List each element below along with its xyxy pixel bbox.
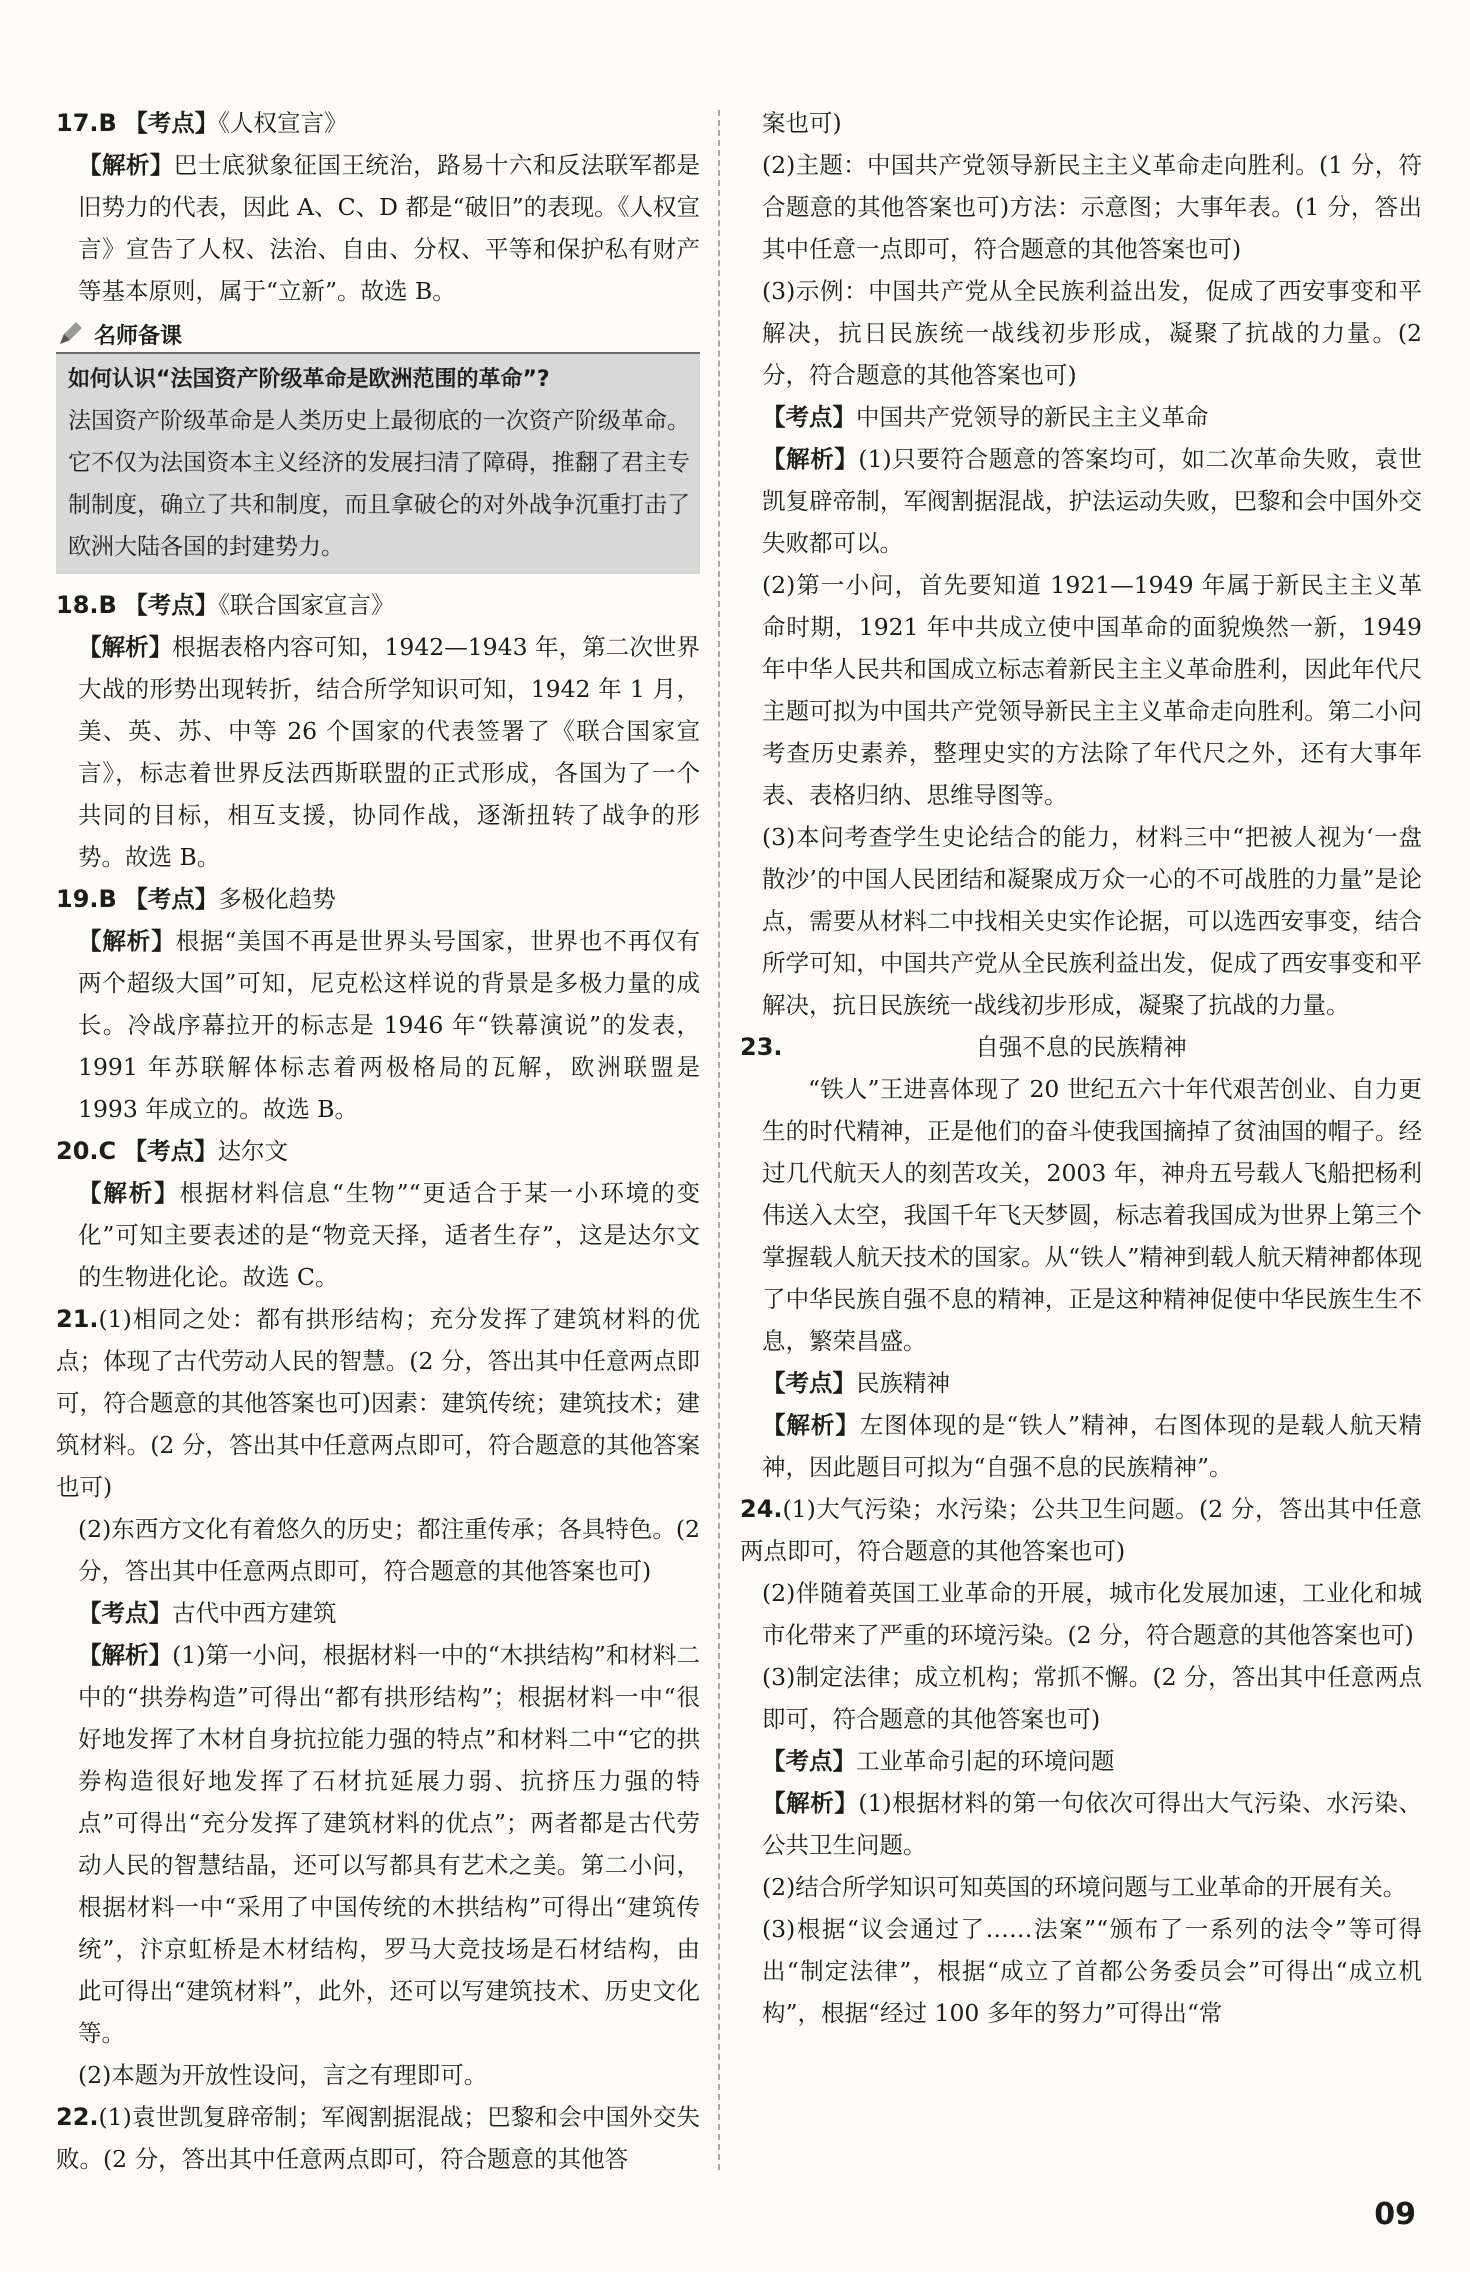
q21-number: 21.: [56, 1305, 99, 1333]
right-column: [740, 102, 1422, 2034]
teacher-note-title: 名师备课: [94, 323, 183, 349]
q23-jx-label: 【解析】: [762, 1411, 860, 1439]
q21-kd-text: 古代中西方建筑: [172, 1599, 337, 1627]
q22-jx-label: 【解析】: [762, 445, 859, 473]
q19-analysis: [56, 920, 700, 1130]
q18-kd-label: 【考点】: [124, 591, 219, 619]
q22-number: 22.: [56, 2103, 99, 2131]
q22-kd: [740, 396, 1422, 438]
q21-part1: [56, 1298, 700, 1508]
q22-part2: (2)主题：中国共产党领导新民主主义革命走向胜利。(1 分，符合题意的其他答案也可)方法：示意图；大事年表。(1 分，答出其中任意一点即可，符合题意的其他答案也可): [762, 151, 1422, 263]
q21-jx-label: 【解析】: [78, 1641, 173, 1669]
pencil-icon: [56, 320, 86, 348]
q19-line: [56, 878, 700, 920]
q19-jx-label: 【解析】: [78, 927, 176, 955]
teacher-note-box: [56, 316, 700, 574]
q18-analysis: [56, 626, 700, 878]
q20-analysis: [56, 1172, 700, 1298]
q22-kd-label: 【考点】: [762, 403, 856, 431]
q17-jx-label: 【解析】: [78, 151, 174, 179]
q19-answer: B: [98, 885, 117, 913]
q24-analysis-3: (3)根据“议会通过了……法案”“颁布了一系列的法令”等可得出“制定法律”，根据“成立了首都公务委员会”可得出“成立机构”，根据“经过 100 多年的努力”可得出“常: [762, 1915, 1422, 2027]
q22-part1: [56, 2096, 700, 2180]
left-column: [56, 102, 700, 2180]
q19-kd-text: 多极化趋势: [218, 885, 336, 913]
q18-kd-text: 《联合国家宣言》: [218, 591, 395, 619]
q21-analysis: [56, 1634, 700, 2054]
q18-line: [56, 584, 700, 626]
q20-line: [56, 1130, 700, 1172]
q24-kd-label: 【考点】: [762, 1747, 856, 1775]
q22-analysis-3: (3)本问考查学生史论结合的能力，材料三中“把被人视为‘一盘散沙’的中国人民团结和凝聚成万众一心的不可战胜的力量”是论点，需要从材料二中找相关史实作论据，可以选西安事变，结合所学可知，中国共产党从全民族利益出发，促成了西安事变和平解决，抗日民族统一战线初步形成，凝聚了抗战的力量。: [762, 823, 1422, 1019]
q23-kd: [740, 1362, 1422, 1404]
q23-heading: 23. 自强不息的民族精神: [740, 1026, 1422, 1068]
column-divider: [718, 110, 720, 2170]
q22-analysis-2: (2)第一小问，首先要知道 1921—1949 年属于新民主主义革命时期，1921 年中共成立使中国革命的面貌焕然一新，1949 年中华人民共和国成立标志着新民主主义革命胜利，因此年代尺主题可拟为中国共产党领导新民主主义革命走向胜利。第二小问考查历史素养，整理史实的方法除了年代尺之外，还有大事年表、表格归纳、思维导图等。: [762, 571, 1422, 809]
q22-p1-text: (1)袁世凯复辟帝制；军阀割据混战；巴黎和会中国外交失败。(2 分，答出其中任意两点即可，符合题意的其他答: [56, 2103, 700, 2173]
q21-jx-text: (1)第一小问，根据材料一中的“木拱结构”和材料二中的“拱券构造”可得出“都有拱形结构”；根据材料一中“很好地发挥了木材自身抗拉能力强的特点”和材料二中“它的拱券构造很好地发挥了石材抗延展力弱、抗挤压力强的特点”可得出“充分发挥了建筑材料的优点”；两者都是古代劳动人民的智慧结晶，还可以写都具有艺术之美。第二小问，根据材料一中“采用了中国传统的木拱结构”可得出“建筑传统”，汴京虹桥是木材结构，罗马大竞技场是石材结构，由此可得出“建筑材料”，此外，还可以写建筑技术、历史文化等。: [78, 1641, 700, 2047]
q20-number: 20.: [56, 1137, 99, 1165]
q23-kd-label: 【考点】: [762, 1369, 856, 1397]
q24-jx-label: 【解析】: [762, 1789, 859, 1817]
q17-analysis: [56, 144, 700, 312]
q24-analysis-2: (2)结合所学知识可知英国的环境问题与工业革命的开展有关。: [762, 1873, 1407, 1901]
q23-essay: [740, 1068, 1422, 1362]
q17-jx-text: 巴士底狱象征国王统治，路易十六和反法联军都是旧势力的代表，因此 A、C、D 都是“破旧”的表现。《人权宣言》宣告了人权、法治、自由、分权、平等和保护私有财产等基本原则，属于“立新”。故选 B。: [78, 151, 701, 305]
q22-part3: (3)示例：中国共产党从全民族利益出发，促成了西安事变和平解决，抗日民族统一战线初步形成，凝聚了抗战的力量。(2 分，符合题意的其他答案也可): [762, 277, 1422, 389]
q24-p1-text: (1)大气污染；水污染；公共卫生问题。(2 分，答出其中任意两点即可，符合题意的其他答案也可): [740, 1495, 1422, 1565]
q24-kd-text: 工业革命引起的环境问题: [856, 1747, 1115, 1775]
q18-answer: B: [98, 591, 117, 619]
q20-jx-text: 根据材料信息“生物”“更适合于某一小环境的变化”可知主要表述的是“物竞天择，适者生存”，这是达尔文的生物进化论。故选 C。: [78, 1179, 700, 1291]
q20-answer: C: [98, 1137, 117, 1165]
q22-jx-text: (1)只要符合题意的答案均可，如二次革命失败，袁世凯复辟帝制，军阀割据混战，护法运动失败，巴黎和会中国外交失败都可以。: [762, 445, 1422, 557]
q22-analysis: [740, 438, 1422, 564]
page-number: 09: [1374, 2197, 1416, 2232]
q20-kd-text: 达尔文: [217, 1137, 289, 1165]
q23-analysis: [740, 1404, 1422, 1488]
q21-p1-text: (1)相同之处：都有拱形结构；充分发挥了建筑材料的优点；体现了古代劳动人民的智慧。(2 分，答出其中任意两点即可，符合题意的其他答案也可)因素：建筑传统；建筑技术；建筑材料。(2 分，答出其中任意两点即可，符合题意的其他答案也可): [56, 1305, 700, 1501]
teacher-note-question: 如何认识“法国资产阶级革命是欧洲范围的革命”?: [68, 367, 550, 392]
q17-line: [56, 102, 700, 144]
q24-number: 24.: [740, 1495, 783, 1523]
q23-title: 自强不息的民族精神: [975, 1033, 1187, 1061]
q20-jx-label: 【解析】: [78, 1179, 180, 1207]
q17-answer: B: [98, 109, 117, 137]
q21-kd-label: 【考点】: [78, 1599, 172, 1627]
q24-part2: (2)伴随着英国工业革命的开展，城市化发展加速，工业化和城市化带来了严重的环境污染。(2 分，符合题意的其他答案也可): [762, 1579, 1422, 1649]
q17-number: 17.: [56, 109, 99, 137]
q24-analysis: [740, 1782, 1422, 1866]
teacher-note-header: [56, 316, 700, 354]
q24-kd: [740, 1740, 1422, 1782]
q24-part1: [740, 1488, 1422, 1572]
q23-essay-text: “铁人”王进喜体现了 20 世纪五六十年代艰苦创业、自力更生的时代精神，正是他们的奋斗使我国摘掉了贫油国的帽子。经过几代航天人的刻苦攻关，2003 年，神舟五号载人飞船把杨利伟送入太空，我国千年飞天梦圆，标志着我国成为世界上第三个掌握载人航天技术的国家。从“铁人”精神到载人航天精神都体现了中华民族自强不息的精神，正是这种精神促使中华民族生生不息，繁荣昌盛。: [762, 1075, 1422, 1355]
q22-kd-text: 中国共产党领导的新民主主义革命: [856, 403, 1209, 431]
q23-kd-text: 民族精神: [856, 1369, 950, 1397]
q19-kd-label: 【考点】: [124, 885, 219, 913]
q21-part3: (2)本题为开放性设问，言之有理即可。: [78, 2061, 488, 2089]
q21-kd: [56, 1592, 700, 1634]
q23-jx-text: 左图体现的是“铁人”精神，右图体现的是载人航天精神，因此题目可拟为“自强不息的民族精神”。: [762, 1411, 1422, 1481]
q24-part3: (3)制定法律；成立机构；常抓不懈。(2 分，答出其中任意两点即可，符合题意的其他答案也可): [762, 1663, 1422, 1733]
q20-kd-label: 【考点】: [123, 1137, 218, 1165]
q17-kd-text: 《人权宣言》: [218, 109, 348, 137]
q22-part1-cont: 案也可): [762, 109, 842, 137]
q18-jx-label: 【解析】: [78, 633, 173, 661]
q19-number: 19.: [56, 885, 99, 913]
q19-jx-text: 根据“美国不再是世界头号国家，世界也不再仅有两个超级大国”可知，尼克松这样说的背景是多极力量的成长。冷战序幕拉开的标志是 1946 年“铁幕演说”的发表，1991 年苏联解体标志着两极格局的瓦解，欧洲联盟是 1993 年成立的。故选 B。: [78, 927, 701, 1123]
teacher-note-text: 法国资产阶级革命是人类历史上最彻底的一次资产阶级革命。它不仅为法国资本主义经济的发展扫清了障碍，推翻了君主专制制度，确立了共和制度，而且拿破仑的对外战争沉重打击了欧洲大陆各国的封建势力。: [68, 408, 690, 560]
q24-jx-text: (1)根据材料的第一句依次可得出大气污染、水污染、公共卫生问题。: [762, 1789, 1422, 1859]
q18-number: 18.: [56, 591, 99, 619]
q21-part2: (2)东西方文化有着悠久的历史；都注重传承；各具特色。(2 分，答出其中任意两点即可，符合题意的其他答案也可): [78, 1515, 700, 1585]
q17-kd-label: 【考点】: [124, 109, 219, 137]
teacher-note-body: [56, 354, 700, 574]
q18-jx-text: 根据表格内容可知，1942—1943 年，第二次世界大战的形势出现转折，结合所学知识可知，1942 年 1 月，美、英、苏、中等 26 个国家的代表签署了《联合国家宣言》，标志着世界反法西斯联盟的正式形成，各国为了一个共同的目标，相互支援，协同作战，逐渐扭转了战争的形势。故选 B。: [78, 633, 700, 871]
